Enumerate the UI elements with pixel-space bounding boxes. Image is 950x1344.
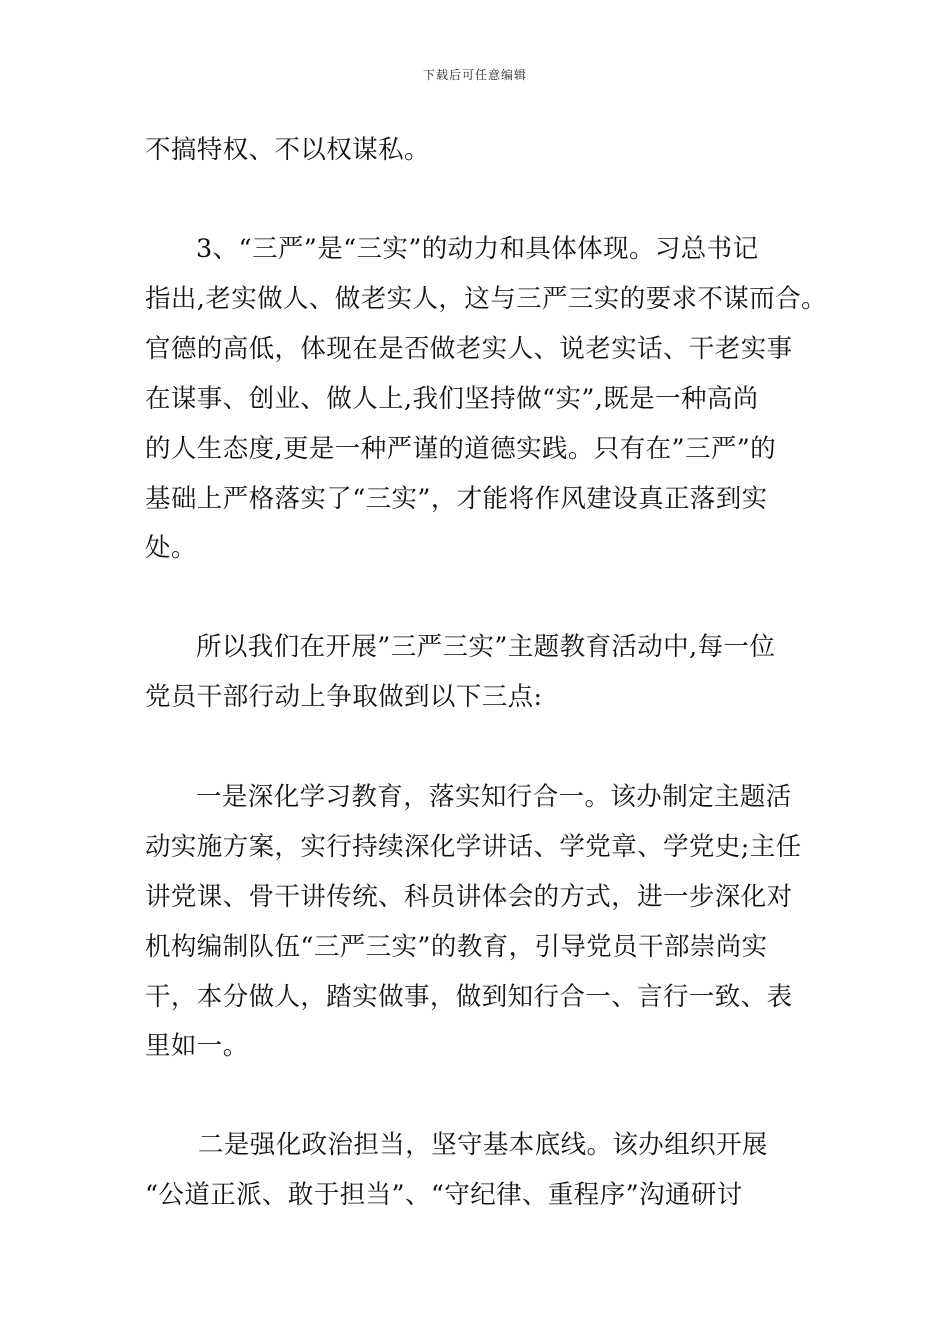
body-line: 二是强化政治担当，坚守基本底线。该办组织开展 (198, 1130, 768, 1160)
body-line: 3、“三严”是“三实”的动力和具体体现。习总书记 (196, 234, 759, 264)
body-line: 的人生态度,更是一种严谨的道德实践。只有在”三严”的 (145, 434, 777, 464)
body-line: 动实施方案，实行持续深化学讲话、学党章、学党史;主任 (145, 832, 802, 862)
body-line: 在谋事、创业、做人上,我们坚持做“实”,既是一种高尚 (145, 384, 759, 414)
body-line: 官德的高低，体现在是否做老实人、说老实话、干老实事 (145, 334, 793, 364)
body-line: 党员干部行动上争取做到以下三点: (145, 682, 543, 712)
body-line: 不搞特权、不以权谋私。 (145, 135, 430, 165)
body-line: 基础上严格落实了“三实”，才能将作风建设真正落到实 (145, 484, 768, 514)
body-line: 干，本分做人，踏实做事，做到知行合一、言行一致、表 (145, 982, 793, 1012)
body-line: “公道正派、敢于担当”、“守纪律、重程序”沟通研讨 (145, 1180, 743, 1210)
page-header: 下载后可任意编辑 (422, 68, 527, 82)
body-line: 里如一。 (145, 1031, 249, 1061)
body-line: 处。 (145, 533, 197, 563)
body-line: 一是深化学习教育，落实知行合一。该办制定主题活 (196, 782, 792, 812)
body-line: 机构编制队伍“三严三实”的教育，引导党员干部崇尚实 (145, 932, 768, 962)
body-line: 讲党课、骨干讲传统、科员讲体会的方式，进一步深化对 (145, 882, 793, 912)
body-line: 所以我们在开展”三严三实”主题教育活动中,每一位 (196, 632, 776, 662)
body-line: 指出,老实做人、做老实人，这与三严三实的要求不谋而合。 (145, 284, 827, 314)
